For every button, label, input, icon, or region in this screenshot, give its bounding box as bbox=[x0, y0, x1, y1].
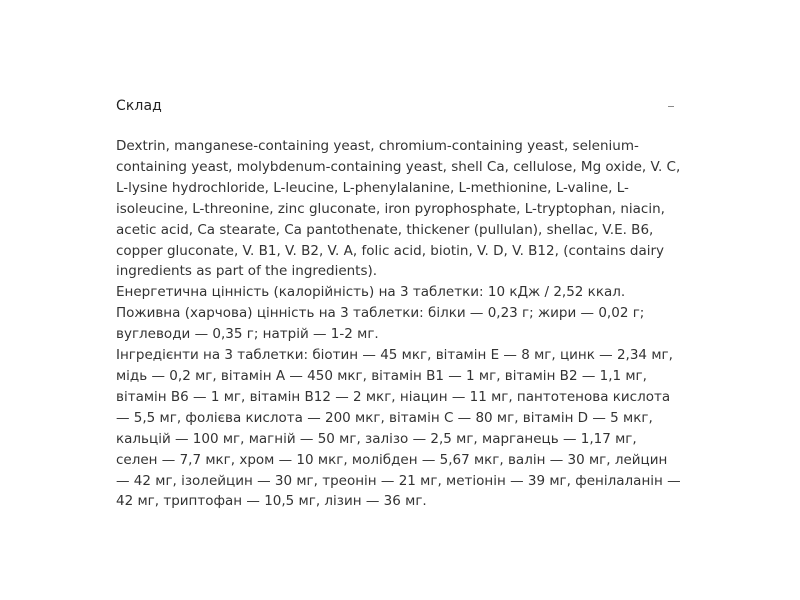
active-ingredients-text: Інгредієнти на 3 таблетки: біотин — 45 мкг, вітамін Е — 8 мг, цинк — 2,34 мг, мідь — 0,2 мг, вітамін А — 450 мкг, вітамін В1 — 1 мг, вітамін В2 — 1,1 мг, вітамін В6 — 1 мг, вітамін В12 — 2 мкг, ніацин — 11 мг, пантотенова кислота — 5,5 мг, фолієва кислота — 200 мкг, вітамін С — 80 мг, вітамін D — 5 мкг, кальцій — 100 мг, магній — 50 мг, залізо — 2,5 мг, марганець — 1,17 мг, селен — 7,7 мкг, хром — 10 мкг, молібден — 5,67 мкг, валін — 30 мг, лейцин — 42 мг, ізолейцин — 30 мг, треонін — 21 мг, метіонін — 39 мг, фенілаланін — 42 мг, триптофан — 10,5 мг, лізин — 36 мг. bbox=[116, 347, 681, 510]
energy-value-text: Енергетична цінність (калорійність) на 3 таблетки: 10 кДж / 2,52 ккал. bbox=[116, 284, 626, 301]
composition-content bbox=[116, 136, 682, 512]
minus-icon bbox=[668, 106, 674, 107]
collapse-toggle[interactable] bbox=[664, 99, 678, 113]
nutrition-value-text: Поживна (харчова) цінність на 3 таблетки: білки — 0,23 г; жири — 0,02 г; вуглеводи — 0,35 г; натрій — 1-2 мг. bbox=[116, 305, 645, 343]
section-title: Склад bbox=[116, 98, 162, 114]
ingredients-text: Dextrin, manganese-containing yeast, chromium-containing yeast, selenium-containing yeast, molybdenum-containing yeast, shell Ca, cellulose, Mg oxide, V. C, L-lysine hydrochloride, L-leucine, L-phenylalanine, L-methionine, L-valine, L-isoleucine, L-threonine, zinc gluconate, iron pyrophosphate, L-tryptophan, niacin, acetic acid, Ca stearate, Ca pantothenate, thickener (pullulan), shellac, V.E. B6, copper gluconate, V. B1, V. B2, V. A, folic acid, biotin, V. D, V. B12, (contains dairy ingredients as part of the ingredients). bbox=[116, 138, 681, 280]
composition-accordion-header[interactable] bbox=[116, 95, 678, 117]
